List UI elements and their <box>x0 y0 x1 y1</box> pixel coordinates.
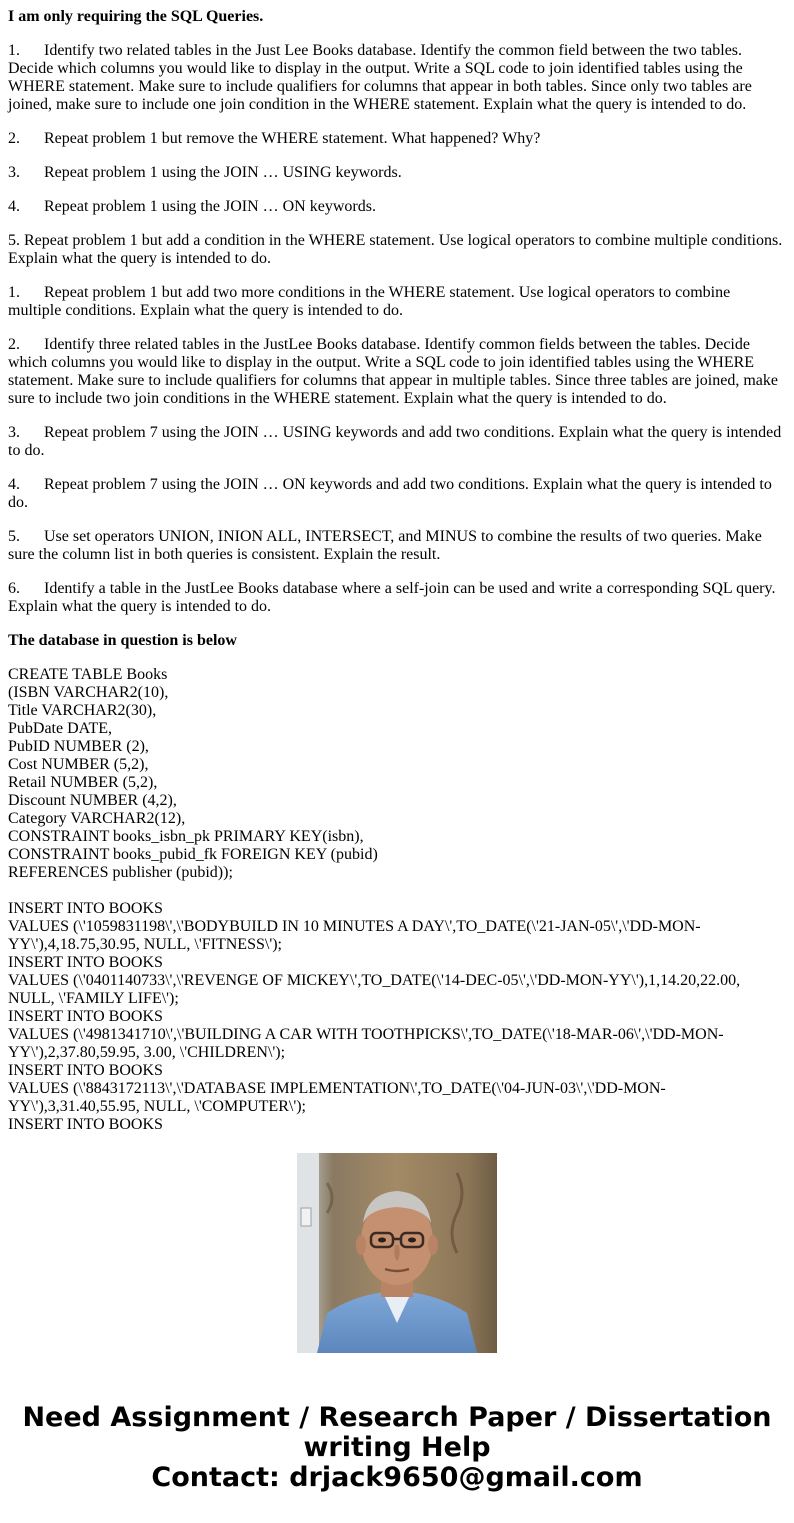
avatar <box>297 1153 497 1353</box>
list-item <box>8 284 786 320</box>
item-text: Identify a table in the JustLee Books database where a self-join can be used and write a corresponding SQL query. Explain what the query is intended to do. <box>8 580 776 615</box>
item-text: Repeat problem 1 using the JOIN … USING keywords. <box>44 164 402 181</box>
item-number: 5. <box>8 528 20 545</box>
code-line: Retail NUMBER (5,2), <box>8 774 158 791</box>
list-item <box>8 528 786 564</box>
code-line: INSERT INTO BOOKS <box>8 1116 163 1133</box>
code-line: CREATE TABLE Books <box>8 666 168 683</box>
item-number: 2. <box>8 336 20 353</box>
list-item <box>8 232 786 268</box>
create-table-code <box>8 666 786 882</box>
item-text: 5. Repeat problem 1 but add a condition in the WHERE statement. Use logical operators to combine multiple conditions. Explain what the query is intended to do. <box>8 232 783 267</box>
code-line: INSERT INTO BOOKS <box>8 900 163 917</box>
code-line: VALUES (\'1059831198\',\'BODYBUILD IN 10 MINUTES A DAY\',TO_DATE(\'21-JAN-05\',\'DD-MON-YY\'),4,18.75,30.95, NULL, \'FITNESS\'); <box>8 918 701 953</box>
code-line: INSERT INTO BOOKS <box>8 1008 163 1025</box>
code-line: VALUES (\'8843172113\',\'DATABASE IMPLEMENTATION\',TO_DATE(\'04-JUN-03\',\'DD-MON-YY\'),3,31.40,55.95, NULL, \'COMPUTER\'); <box>8 1080 666 1115</box>
item-number: 1. <box>8 42 20 59</box>
code-line: VALUES (\'0401140733\',\'REVENGE OF MICKEY\',TO_DATE(\'14-DEC-05\',\'DD-MON-YY\'),1,14.20,22.00, NULL, \'FAMILY LIFE\'); <box>8 972 741 1007</box>
code-line: PubDate DATE, <box>8 720 112 737</box>
list-item <box>8 164 786 182</box>
database-heading: The database in question is below <box>8 632 237 649</box>
item-text: Repeat problem 7 using the JOIN … ON keywords and add two conditions. Explain what the query is intended to do. <box>8 476 772 511</box>
item-number: 3. <box>8 164 20 181</box>
code-line: (ISBN VARCHAR2(10), <box>8 684 169 701</box>
code-line: REFERENCES publisher (pubid)); <box>8 864 233 881</box>
list-item <box>8 198 786 216</box>
promo-line: writing Help <box>303 1432 491 1463</box>
code-line: CONSTRAINT books_isbn_pk PRIMARY KEY(isbn), <box>8 828 364 845</box>
item-text: Repeat problem 1 using the JOIN … ON keywords. <box>44 198 376 215</box>
list-item <box>8 476 786 512</box>
blank-line <box>8 882 786 900</box>
code-line: Category VARCHAR2(12), <box>8 810 186 827</box>
item-number: 4. <box>8 198 20 215</box>
promo-line: Need Assignment / Research Paper / Dissertation <box>22 1402 772 1433</box>
code-line: INSERT INTO BOOKS <box>8 954 163 971</box>
item-text: Identify three related tables in the JustLee Books database. Identify common fields between the tables. Decide which columns you would like to display in the output. Write a SQL code to join identified tables using the WHERE statement. Make sure to include qualifiers for columns that appear in multiple tables. Since three tables are joined, make sure to include two join conditions in the WHERE statement. Explain what the query is intended to do. <box>8 336 778 407</box>
item-text: Identify two related tables in the Just Lee Books database. Identify the common field between the two tables. Decide which columns you would like to display in the output. Write a SQL code to join identified tables using the WHERE statement. Make sure to include qualifiers for columns that appear in both tables. Since only two tables are joined, make sure to include one join condition in the WHERE statement. Explain what the query is intended to do. <box>8 42 752 113</box>
code-line: PubID NUMBER (2), <box>8 738 149 755</box>
item-number: 3. <box>8 424 20 441</box>
item-number: 1. <box>8 284 20 301</box>
code-line: VALUES (\'4981341710\',\'BUILDING A CAR WITH TOOTHPICKS\',TO_DATE(\'18-MAR-06\',\'DD-MON-YY\'),2,37.80,59.95, 3.00, \'CHILDREN\'); <box>8 1026 724 1061</box>
item-text: Use set operators UNION, INION ALL, INTERSECT, and MINUS to combine the results of two queries. Make sure the column list in both queries is consistent. Explain the result. <box>8 528 762 563</box>
insert-statements-code <box>8 900 786 1134</box>
list-item <box>8 336 786 408</box>
item-text: Repeat problem 1 but add two more conditions in the WHERE statement. Use logical operators to combine multiple conditions. Explain what the query is intended to do. <box>8 284 731 319</box>
tutor-photo-icon <box>297 1153 497 1353</box>
item-number: 2. <box>8 130 20 147</box>
list-item <box>8 130 786 148</box>
promo-banner <box>0 1403 794 1493</box>
code-line: Title VARCHAR2(30), <box>8 702 157 719</box>
code-line: Discount NUMBER (4,2), <box>8 792 177 809</box>
code-line: CONSTRAINT books_pubid_fk FOREIGN KEY (pubid) <box>8 846 378 863</box>
item-text: Repeat problem 7 using the JOIN … USING keywords and add two conditions. Explain what the query is intended to do. <box>8 424 782 459</box>
document-body <box>8 8 786 1133</box>
list-item <box>8 42 786 114</box>
code-line: Cost NUMBER (5,2), <box>8 756 149 773</box>
document-heading: I am only requiring the SQL Queries. <box>8 8 264 25</box>
item-number: 4. <box>8 476 20 493</box>
item-number: 6. <box>8 580 20 597</box>
item-text: Repeat problem 1 but remove the WHERE statement. What happened? Why? <box>44 130 541 147</box>
code-line: INSERT INTO BOOKS <box>8 1062 163 1079</box>
promo-contact: Contact: drjack9650@gmail.com <box>151 1462 643 1493</box>
list-item <box>8 424 786 460</box>
list-item <box>8 580 786 616</box>
